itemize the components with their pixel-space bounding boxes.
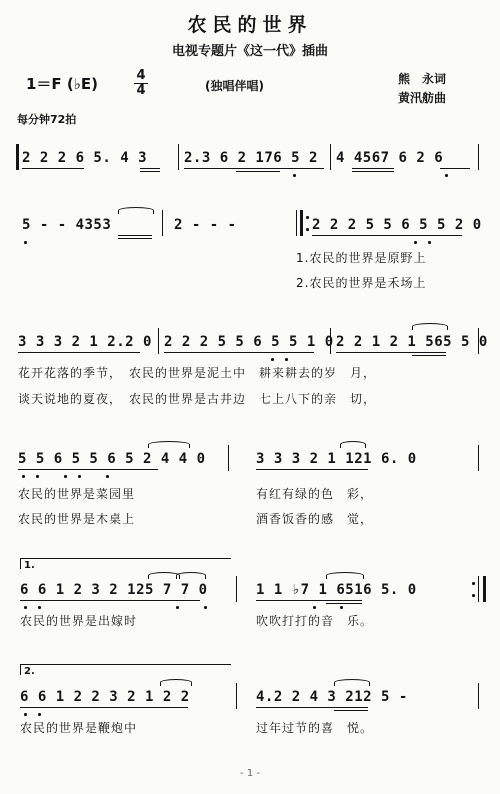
measure-12: 6 6 1 2 3 2 125 7 7 0 xyxy=(20,582,208,598)
composer-credit: 黄汛舫曲 xyxy=(398,91,447,105)
key-signature: 1＝F (♭E) xyxy=(26,75,98,93)
verse-1-line-2a: 农民的世界是菜园里 xyxy=(18,487,136,501)
tempo-marking: 每分钟72拍 xyxy=(17,113,77,126)
meter-bottom: 4 xyxy=(136,83,146,98)
volta-1: 1. xyxy=(24,560,35,571)
measure-7: 3 3 3 2 1 2.2 0 xyxy=(18,334,152,350)
meter-top: 4 xyxy=(136,68,146,83)
verse-line-4b: 过年过节的喜 悦。 xyxy=(256,721,374,735)
measure-15: 4.2 2 4 3 212 5 - xyxy=(256,689,408,705)
verse-1-line-1: 花开花落的季节， 农民的世界是泥土中 耕来耕去的岁 月， xyxy=(18,366,377,380)
page-number: - 1 - xyxy=(240,768,260,779)
measure-10: 5 5 6 5 5 6 5 2 4 4 0 xyxy=(18,451,206,467)
verse-line-4a: 农民的世界是鞭炮中 xyxy=(20,721,138,735)
verse-1-start: 1.农民的世界是原野上 xyxy=(296,251,427,265)
verse-line-3a: 农民的世界是出嫁时 xyxy=(20,614,138,628)
song-subtitle: 电视专题片《这一代》插曲 xyxy=(171,44,328,59)
song-title: 农民的世界 xyxy=(187,14,313,36)
measure-1: 2 2 2 6 5. 4 3 xyxy=(22,150,148,166)
time-signature xyxy=(134,70,148,97)
measure-6: 2 2 2 5 5 6 5 5 2 0 xyxy=(312,217,482,233)
verse-1-line-2b: 有红有绿的色 彩， xyxy=(256,487,374,501)
verse-2-line-2a: 农民的世界是木桌上 xyxy=(18,512,136,526)
measure-4: 5 - - 4353 xyxy=(22,217,112,233)
volta-2: 2. xyxy=(24,666,35,677)
verse-2-start: 2.农民的世界是禾场上 xyxy=(296,276,427,290)
measure-3: 4 4567 6 2 6 xyxy=(336,150,444,166)
measure-5: 2 - - - xyxy=(174,217,237,233)
verse-line-3b: 吹吹打打的音 乐。 xyxy=(256,614,374,628)
measure-11: 3 3 3 2 1 121 6. 0 xyxy=(256,451,417,467)
lyricist-credit: 熊 永词 xyxy=(398,72,447,86)
measure-13: 1 1 ♭7 1 6516 5. 0 xyxy=(256,582,417,598)
measure-9: 2 2 1 2 1 565 5 0 xyxy=(336,334,488,350)
measure-2: 2.3 6 2 176 5 2 xyxy=(184,150,318,166)
measure-8: 2 2 2 5 5 6 5 5 1 0 xyxy=(164,334,334,350)
verse-2-line-2b: 酒香饭香的感 觉， xyxy=(256,512,374,526)
performance-note: (独唱伴唱) xyxy=(205,79,264,93)
measure-14: 6 6 1 2 2 3 2 1 2 2 xyxy=(20,689,190,705)
verse-2-line-1: 谈天说地的夏夜， 农民的世界是古井边 七上八下的亲 切， xyxy=(18,392,377,406)
